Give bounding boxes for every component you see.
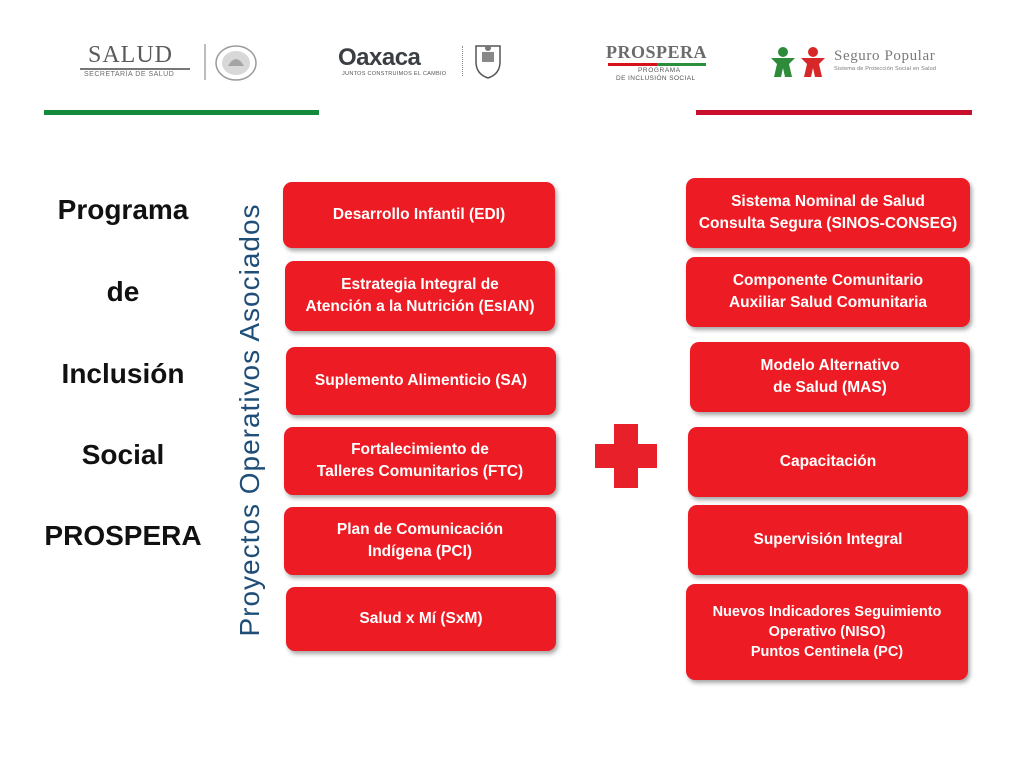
- salud-logo-rule: [80, 68, 190, 70]
- red-divider-rule: [696, 110, 972, 115]
- title-word-social: Social: [81, 439, 165, 470]
- box-supervision-integral: Supervisión Integral: [688, 505, 968, 575]
- box-desarrollo-infantil: Desarrollo Infantil (EDI): [283, 182, 555, 248]
- red-cross-icon: [595, 424, 657, 488]
- red-figure-icon: [798, 46, 828, 78]
- salud-logo-separator: [204, 44, 206, 80]
- title-word-prospera: PROSPERA: [44, 520, 202, 551]
- prospera-logo-line2: DE INCLUSIÓN SOCIAL: [616, 75, 696, 82]
- oaxaca-logo-text: Oaxaca: [338, 44, 421, 71]
- title-word-inclusion: Inclusión: [61, 358, 185, 389]
- box-talleres-comunitarios: Fortalecimiento de Talleres Comunitarios (FTC): [284, 427, 556, 495]
- box-capacitacion: Capacitación: [688, 427, 968, 497]
- green-divider-rule: [44, 110, 319, 115]
- box-esian: Estrategia Integral de Atención a la Nutrición (EsIAN): [285, 261, 555, 331]
- seguro-popular-subtitle: Sistema de Protección Social en Salud: [834, 66, 937, 72]
- oaxaca-logo-separator: [462, 46, 463, 76]
- box-suplemento-alimenticio: Suplemento Alimenticio (SA): [286, 347, 556, 415]
- seguro-popular-logo: [768, 44, 958, 80]
- salud-logo-text: SALUD: [88, 42, 174, 68]
- seguro-popular-title: Seguro Popular: [834, 48, 936, 64]
- box-componente-comunitario: Componente Comunitario Auxiliar Salud Comunitaria: [686, 257, 970, 327]
- green-figure-icon: [768, 46, 798, 78]
- box-salud-x-mi: Salud x Mí (SxM): [286, 587, 556, 651]
- box-niso-puntos-centinela: Nuevos Indicadores Seguimiento Operativo (NISO) Puntos Centinela (PC): [686, 584, 968, 680]
- title-word-de: de: [106, 276, 140, 307]
- prospera-logo-line1: PROGRAMA: [638, 67, 681, 74]
- salud-logo: [70, 42, 270, 84]
- salud-logo-subtitle: SECRETARÍA DE SALUD: [84, 71, 175, 78]
- box-comunicacion-indigena: Plan de Comunicación Indígena (PCI): [284, 507, 556, 575]
- prospera-logo-title: PROSPERA: [606, 42, 708, 62]
- prospera-logo-bar: [608, 63, 706, 66]
- box-modelo-alternativo: Modelo Alternativo de Salud (MAS): [690, 342, 970, 412]
- oaxaca-shield-icon: [468, 42, 508, 80]
- title-word-programa: Programa: [57, 194, 189, 225]
- vertical-section-label: Proyectos Operativos Asociados: [234, 203, 265, 637]
- box-sinos-conseg: Sistema Nominal de Salud Consulta Segura (SINOS-CONSEG): [686, 178, 970, 248]
- oaxaca-logo-tagline: JUNTOS CONSTRUIMOS EL CAMBIO: [342, 71, 447, 77]
- oaxaca-logo: [338, 42, 513, 82]
- mexico-seal-icon: [212, 44, 260, 82]
- prospera-logo: [602, 42, 712, 82]
